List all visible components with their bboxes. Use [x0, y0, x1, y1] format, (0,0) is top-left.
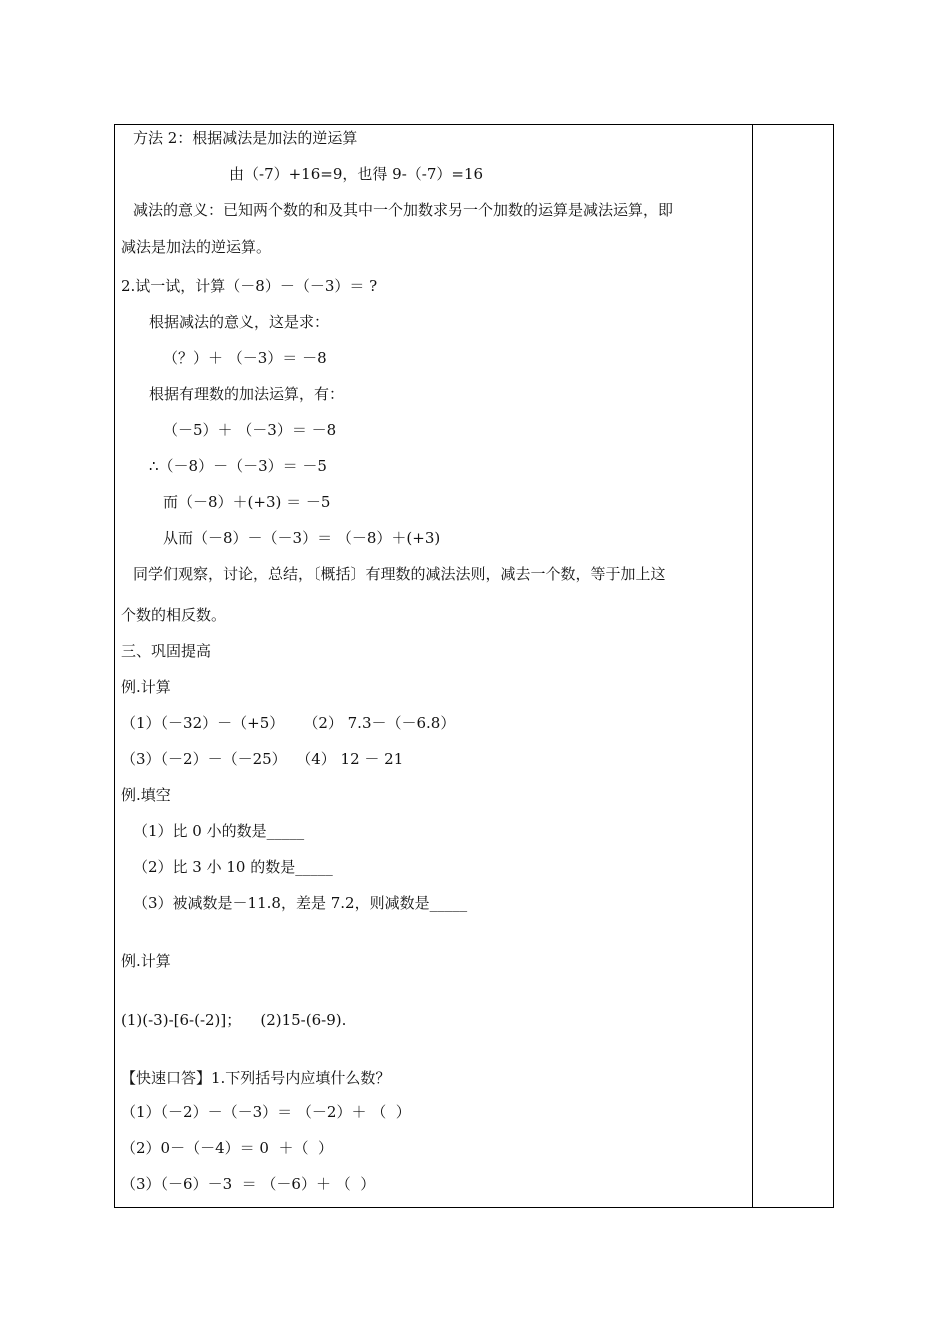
text-line: 2.试一试，计算（－8）－（－3）＝ ?	[121, 277, 378, 295]
text-line: （2）0－（－4）＝ 0 ＋（ ）	[121, 1139, 334, 1157]
text-line: 减法的意义：已知两个数的和及其中一个加数求另一个加数的运算是减法运算，即	[133, 201, 674, 219]
text-line: 从而（－8）－（－3）＝ （－8）＋(+3)	[163, 529, 441, 547]
text-line: 而（－8）＋(+3) ＝ －5	[163, 493, 331, 511]
example-label: 例.填空	[121, 786, 171, 804]
text-line: 根据减法的意义，这是求：	[149, 313, 330, 331]
text-line: (1)(-3)-[6-(-2)]； (2)15-(6-9).	[121, 1011, 347, 1029]
example-label: 例.计算	[121, 678, 171, 696]
text-line: （1）（－2）－（－3）＝ （－2）＋ （ ）	[121, 1103, 411, 1121]
text-line: 个数的相反数。	[121, 606, 227, 624]
text-line: 根据有理数的加法运算，有：	[149, 385, 345, 403]
text-line: （1）（－32）－（+5） （2） 7.3－（－6.8）	[121, 714, 456, 732]
text-line: （3）（－6）－3 ＝ （－6）＋ （ ）	[121, 1175, 376, 1193]
example-label: 例.计算	[121, 952, 171, 970]
text-line: （3）（－2）－（－25） （4） 12 － 21	[121, 750, 404, 768]
text-line: （－5）＋ （－3）＝ －8	[163, 421, 337, 439]
text-line: 同学们观察，讨论，总结，〔概括〕有理数的减法法则，减去一个数，等于加上这	[133, 565, 666, 583]
text-line: （2）比 3 小 10 的数是_____	[133, 858, 333, 876]
text-line: （？）＋ （－3）＝ －8	[163, 349, 327, 367]
section-heading: 三、巩固提高	[121, 642, 212, 660]
text-line: 减法是加法的逆运算。	[121, 238, 272, 256]
text-line: （3）被减数是－11.8，差是 7.2，则减数是_____	[133, 894, 468, 912]
text-line: 方法 2：根据减法是加法的逆运算	[133, 129, 358, 147]
text-line: （1）比 0 小的数是_____	[133, 822, 305, 840]
text-line: 【快速口答】1.下列括号内应填什么数？	[121, 1069, 391, 1087]
text-line: ∴（－8）－（－3）＝ －5	[149, 457, 327, 475]
column-divider	[752, 125, 753, 1207]
text-line: 由（-7）+16=9，也得 9-（-7）=16	[229, 165, 484, 183]
